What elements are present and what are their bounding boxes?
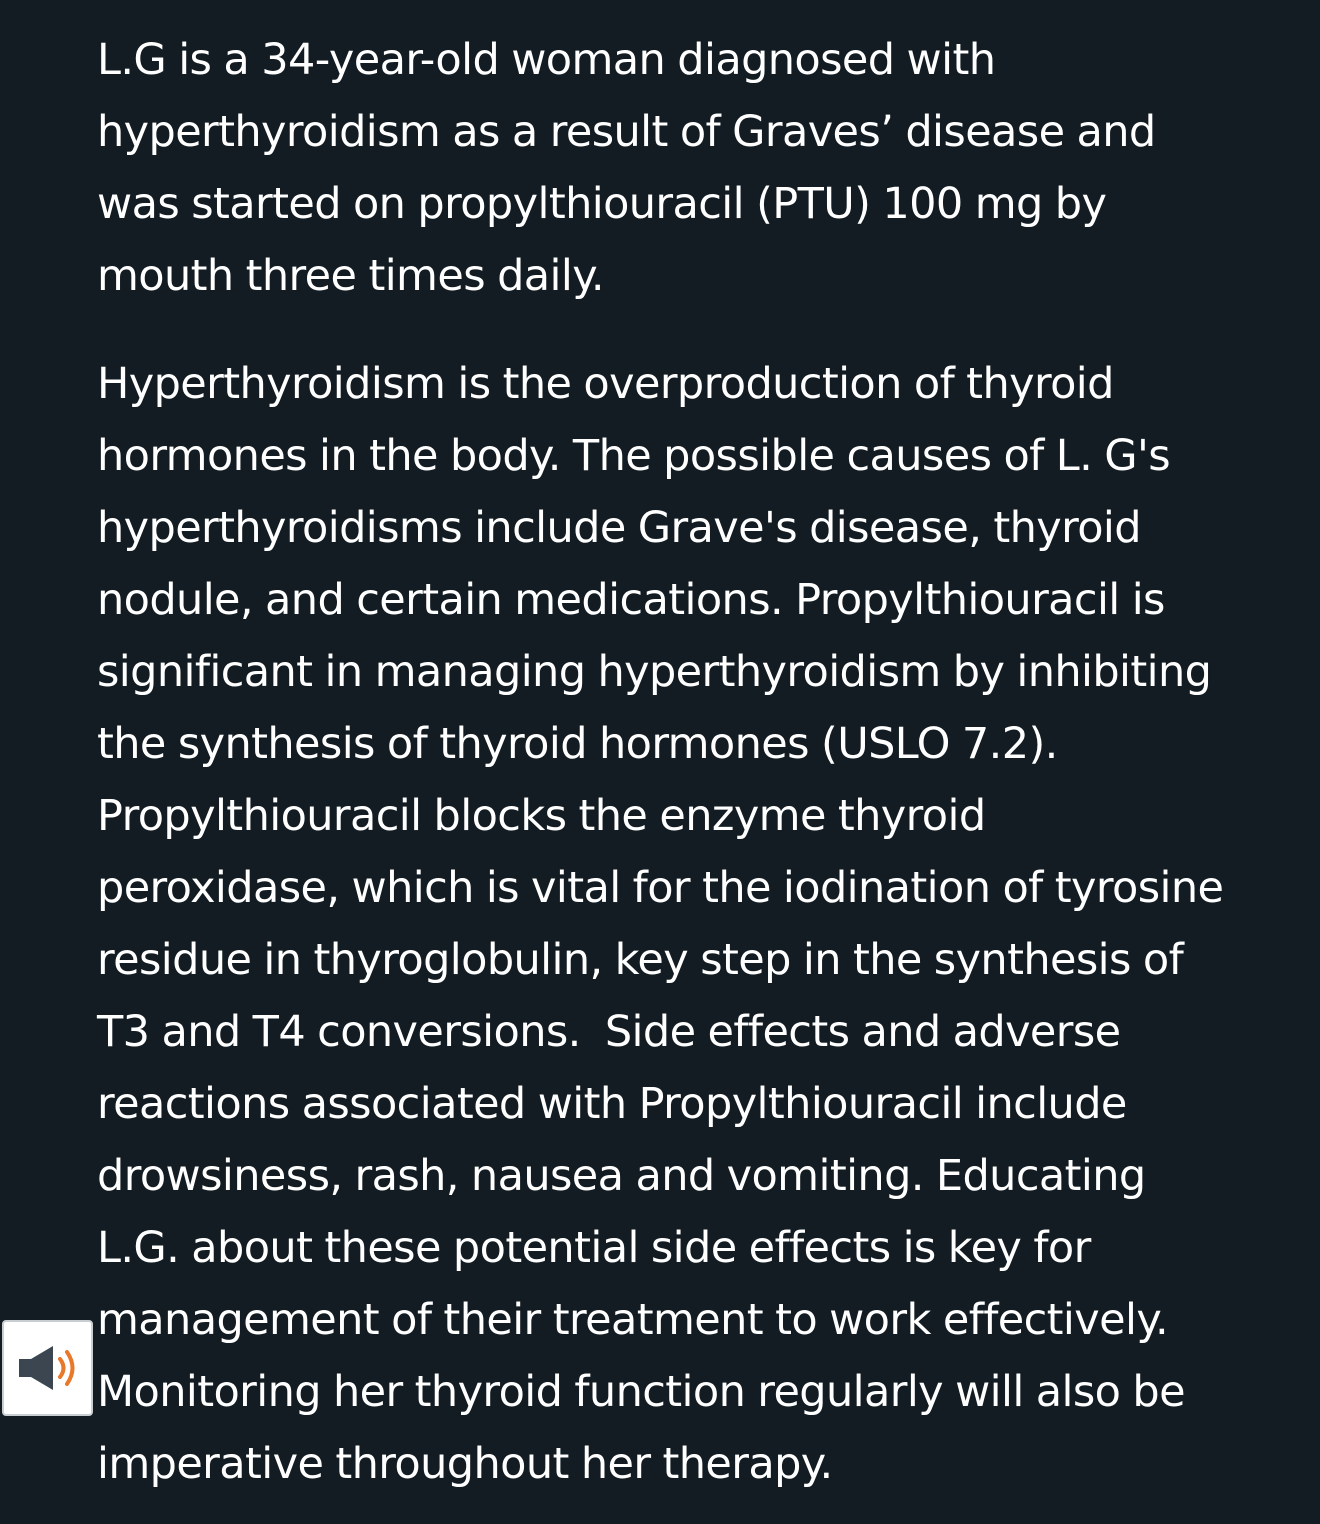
sound-wave-outer: [67, 1352, 73, 1384]
speaker-icon: [15, 1343, 81, 1393]
reading-content: [97, 24, 1237, 1500]
sound-wave-inner: [60, 1359, 64, 1377]
speaker-body: [19, 1346, 53, 1390]
read-aloud-button[interactable]: [2, 1320, 93, 1416]
paragraph-discussion: Hyperthyroidism is the overproduction of thyroid hormones in the body. The possible causes of L. G's hyperthyroidisms include Grave's disease, thyroid nodule, and certain medications. Propylthiouracil is significant in managing hyperthyroidism by inhibiting the synthesis of thyroid hormones (USLO 7.2). Propylthiouracil blocks the enzyme thyroid peroxidase, which is vital for the iodination of tyrosine residue in thyroglobulin, key step in the synthesis of T3 and T4 conversions. Side effects and adverse reactions associated with Propylthiouracil include drowsiness, rash, nausea and vomiting. Educating L.G. about these potential side effects is key for management of their treatment to work effectively. Monitoring her thyroid function regularly will also be imperative throughout her therapy.: [97, 359, 1236, 1489]
paragraph-case-summary: L.G is a 34-year-old woman diagnosed with hyperthyroidism as a result of Graves’ disease and was started on propylthiouracil (PTU) 100 mg by mouth three times daily.: [97, 35, 1168, 301]
